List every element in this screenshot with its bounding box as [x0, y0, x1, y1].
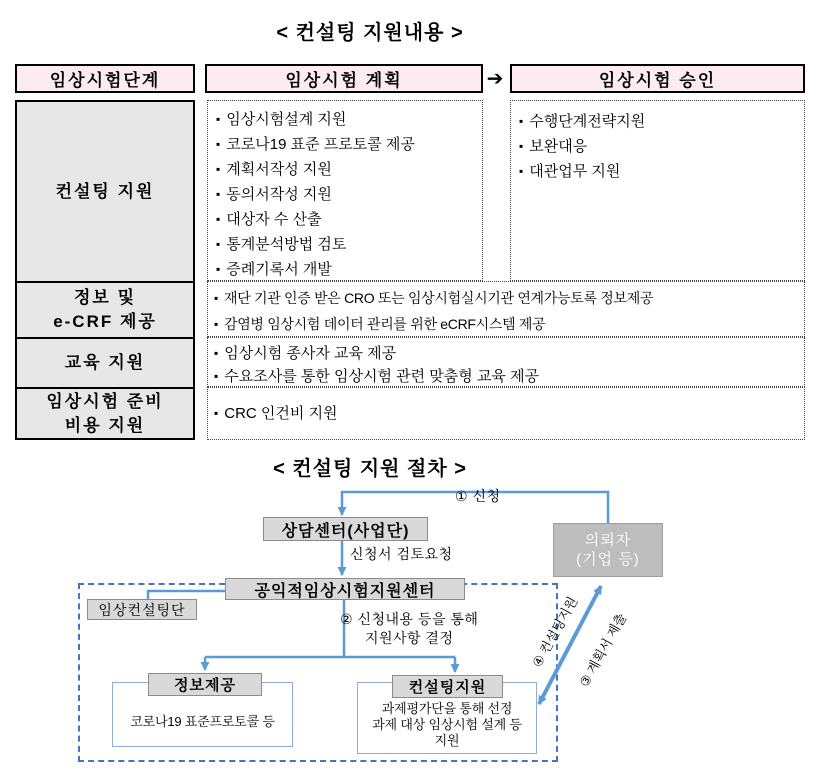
list-item: ▪ 계획서작성 지원 [216, 157, 478, 182]
node-client: 의뢰자 (기업 등) [553, 523, 663, 577]
procedure-flowchart [0, 480, 820, 776]
list-item: ▪ 대상자 수 산출 [216, 207, 478, 232]
column-header-plan: 임상시험 계획 [205, 64, 483, 93]
node-consulting-group: 임상컨설팅단 [87, 599, 197, 620]
row-label-education: 교육 지원 [17, 337, 193, 387]
list-item: ▪ CRC 인건비 지원 [214, 401, 338, 426]
label-step3-submit-plan: ③ 계획서 제출 [576, 610, 630, 690]
column-header-approval: 임상시험 승인 [510, 64, 805, 93]
cost-items-cell [207, 387, 805, 440]
node-consulting-support: 컨설팅지원 [392, 675, 503, 698]
right-arrow-icon: ➔ [486, 68, 504, 90]
node-public-trial-center: 공익적임상시험지원센터 [225, 578, 465, 600]
row-label-info-ecrf: 정보 및 e-CRF 제공 [17, 281, 193, 337]
list-item: ▪ 임상시험 종사자 교육 제공 [214, 342, 800, 365]
row-label-cost: 임상시험 준비 비용 지원 [17, 387, 193, 438]
education-items-cell [207, 337, 805, 387]
row-label-column [15, 100, 195, 440]
list-item: ▪ 코로나19 표준 프로토콜 제공 [216, 132, 478, 157]
plan-items-cell [207, 100, 483, 281]
approval-items-cell [510, 100, 805, 281]
list-item: ▪ 재단 기관 인증 받은 CRO 또는 임상시험실시기관 연계가능토록 정보제공 [214, 285, 800, 311]
consulting-support-detail-line: 과제평가단을 통해 선정 [381, 701, 513, 716]
list-item: ▪ 수요조사를 통한 임상시험 관련 맞춤형 교육 제공 [214, 365, 800, 388]
list-item: ▪ 증례기록서 개발 [216, 257, 478, 282]
list-item: ▪ 임상시험설계 지원 [216, 107, 478, 132]
consulting-support-detail-line: 지원 [434, 733, 460, 748]
list-item: ▪ 대관업무 지원 [519, 159, 800, 184]
row-label-consulting: 컨설팅 지원 [55, 181, 155, 201]
label-step2-decide: ② 신청내용 등을 통해 지원사항 결정 [340, 611, 479, 646]
node-info-provide: 정보제공 [148, 673, 262, 696]
list-item: ▪ 보완대응 [519, 134, 800, 159]
list-item: ▪ 통계분석방법 검토 [216, 232, 478, 257]
section-title-contents: < 컨설팅 지원내용 > [276, 22, 464, 44]
line-public-to-group [148, 591, 225, 599]
consulting-support-detail-line: 과제 대상 임상시험 설계 등 [372, 717, 522, 732]
column-header-stage: 임상시험단계 [15, 64, 195, 93]
info-ecrf-items-cell [207, 281, 805, 337]
list-item: ▪ 수행단계전략지원 [519, 109, 800, 134]
section-title-procedure: < 컨설팅 지원 절차 > [273, 458, 467, 480]
label-step1-apply: ① 신청 [455, 488, 501, 504]
info-provide-detail: 코로나19 표준프로토콜 등 [130, 713, 275, 729]
node-counsel-center: 상담센터(사업단) [263, 517, 428, 541]
list-item: ▪ 감염병 임상시험 데이터 관리를 위한 eCRF시스템 제공 [214, 311, 800, 337]
label-step4-consulting-support: ④ 컨설팅지원 [529, 594, 581, 670]
label-review-request: 신청서 검토요청 [350, 546, 453, 562]
list-item: ▪ 동의서작성 지원 [216, 182, 478, 207]
